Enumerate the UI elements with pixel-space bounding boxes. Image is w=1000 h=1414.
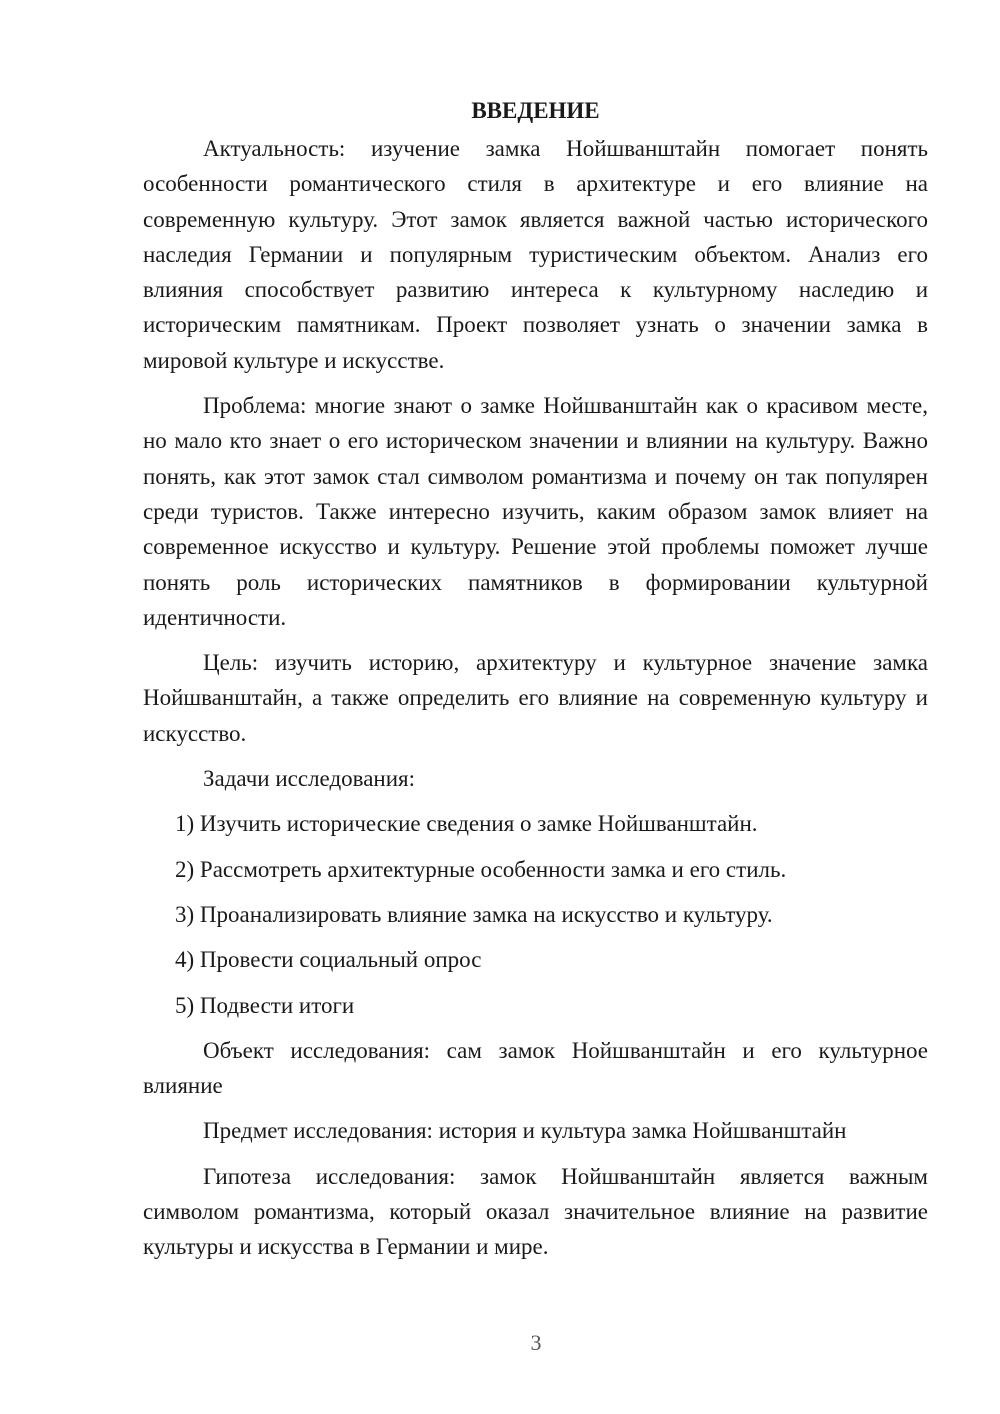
goal-paragraph: Цель: изучить историю, архитектуру и культурное значение замка Нойшванштайн, а также определить его влияние на современную культуру и искусство.	[143, 650, 928, 746]
hypothesis-paragraph: Гипотеза исследования: замок Нойшванштайн является важным символом романтизма, который оказал значительное влияние на развитие культуры и искусства в Германии и мире.	[143, 1163, 928, 1260]
problem-paragraph: Проблема: многие знают о замке Нойшванштайн как о красивом месте, но мало кто знает о его историческом значении и влиянии на культуру. Важно понять, как этот замок стал символом романтизма и почему он так популярен среди туристов. Также интересно изучить, каким образом замок влияет на современное искусство и культуру. Решение этой проблемы поможет лучше понять роль исторических памятников в формировании культурной идентичности.	[143, 393, 928, 630]
task-item: 4) Провести социальный опрос	[175, 947, 482, 973]
page-content	[143, 93, 928, 1275]
section-title: ВВЕДЕНИЕ	[471, 98, 600, 123]
task-item: 2) Рассмотреть архитектурные особенности замка и его стиль.	[175, 856, 787, 882]
object-paragraph: Объект исследования: сам замок Нойшванштайн и его культурное влияние	[143, 1037, 928, 1099]
task-item: 5) Подвести итоги	[175, 992, 355, 1018]
tasks-list	[143, 806, 928, 1022]
tasks-label: Задачи исследования:	[203, 766, 416, 792]
task-item: 3) Проанализировать влияние замка на искусство и культуру.	[175, 901, 773, 927]
page-number: 3	[530, 1330, 542, 1355]
relevance-paragraph: Актуальность: изучение замка Нойшванштайн помогает понять особенности романтического стиля в архитектуре и его влияние на современную культуру. Этот замок является важной частью исторического наследия Германии и популярным туристическим объектом. Анализ его влияния способствует развитию интереса к культурному наследию и историческим памятникам. Проект позволяет узнать о значении замка в мировой культуре и искусстве.	[143, 136, 928, 373]
task-item: 1) Изучить исторические сведения о замке Нойшванштайн.	[175, 811, 758, 837]
subject-paragraph: Предмет исследования: история и культура замка Нойшванштайн	[203, 1118, 847, 1144]
